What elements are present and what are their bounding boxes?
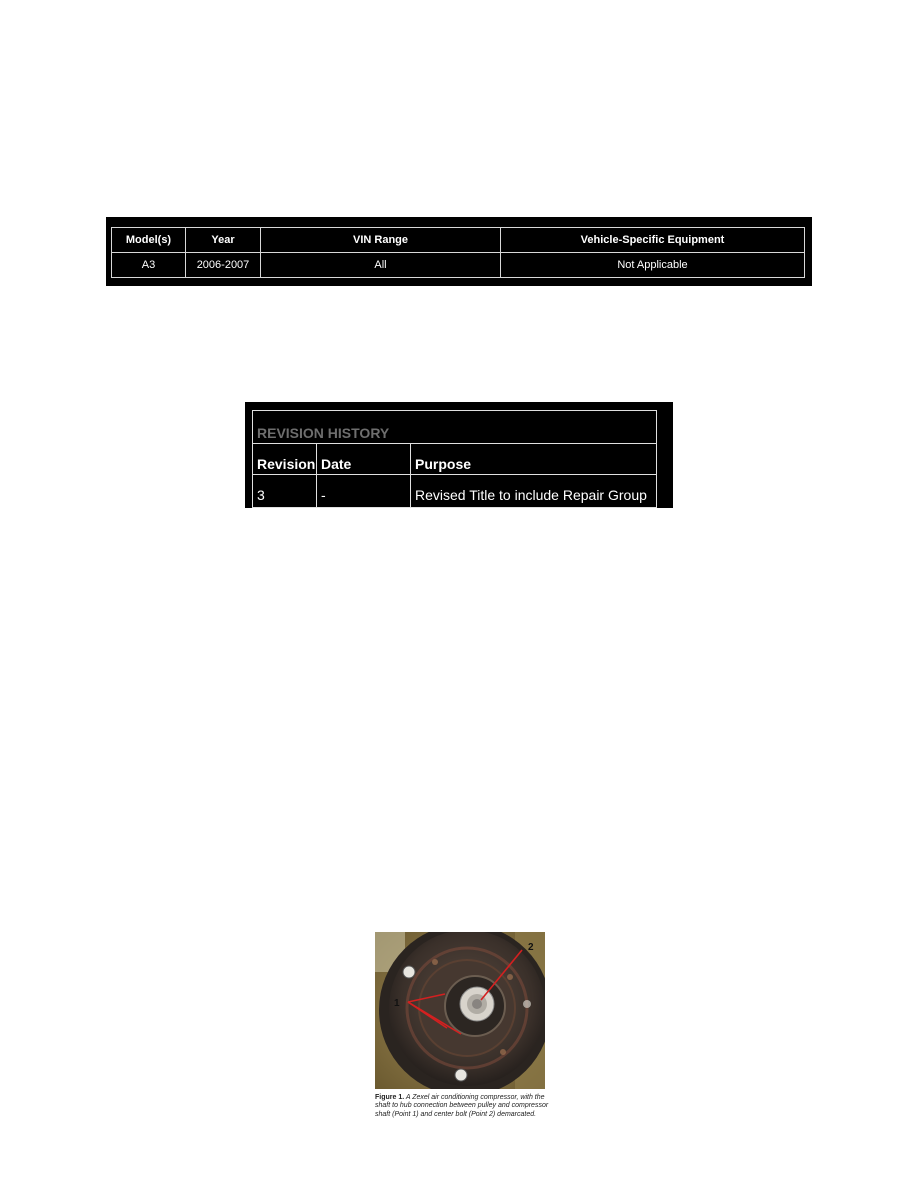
table-header-row [112,228,805,253]
compressor-photo [375,932,545,1089]
header-purpose: Purpose [411,444,657,475]
header-models: Model(s) [112,228,186,253]
header-revision: Revision [253,444,317,475]
table-row [253,475,657,508]
cell-equipment: Not Applicable [501,253,805,278]
header-vin-range: VIN Range [261,228,501,253]
table-row [112,253,805,278]
cell-model: A3 [112,253,186,278]
cell-year: 2006-2007 [186,253,261,278]
cell-date: - [317,475,411,508]
revision-history-box [245,402,673,508]
caption-text: A Zexel air conditioning compressor, with the shaft to hub connection between pulley and compressor shaft (Point 1) and center bolt (Point 2) demarcated. [375,1094,549,1118]
compressor-illustration [375,932,545,1089]
model-applicability-table [106,217,812,286]
header-equipment: Vehicle-Specific Equipment [501,228,805,253]
revision-history-title: REVISION HISTORY [253,411,657,444]
callout-label-2: 2 [528,942,534,953]
header-year: Year [186,228,261,253]
callout-label-1: 1 [394,998,400,1009]
cell-purpose: Revised Title to include Repair Group [411,475,657,508]
revision-history-table [252,410,657,508]
cell-vin-range: All [261,253,501,278]
header-date: Date [317,444,411,475]
caption-label: Figure 1. [375,1094,405,1101]
figure-caption [375,1094,550,1119]
table-header-row [253,444,657,475]
model-table [111,227,805,278]
cell-revision: 3 [253,475,317,508]
